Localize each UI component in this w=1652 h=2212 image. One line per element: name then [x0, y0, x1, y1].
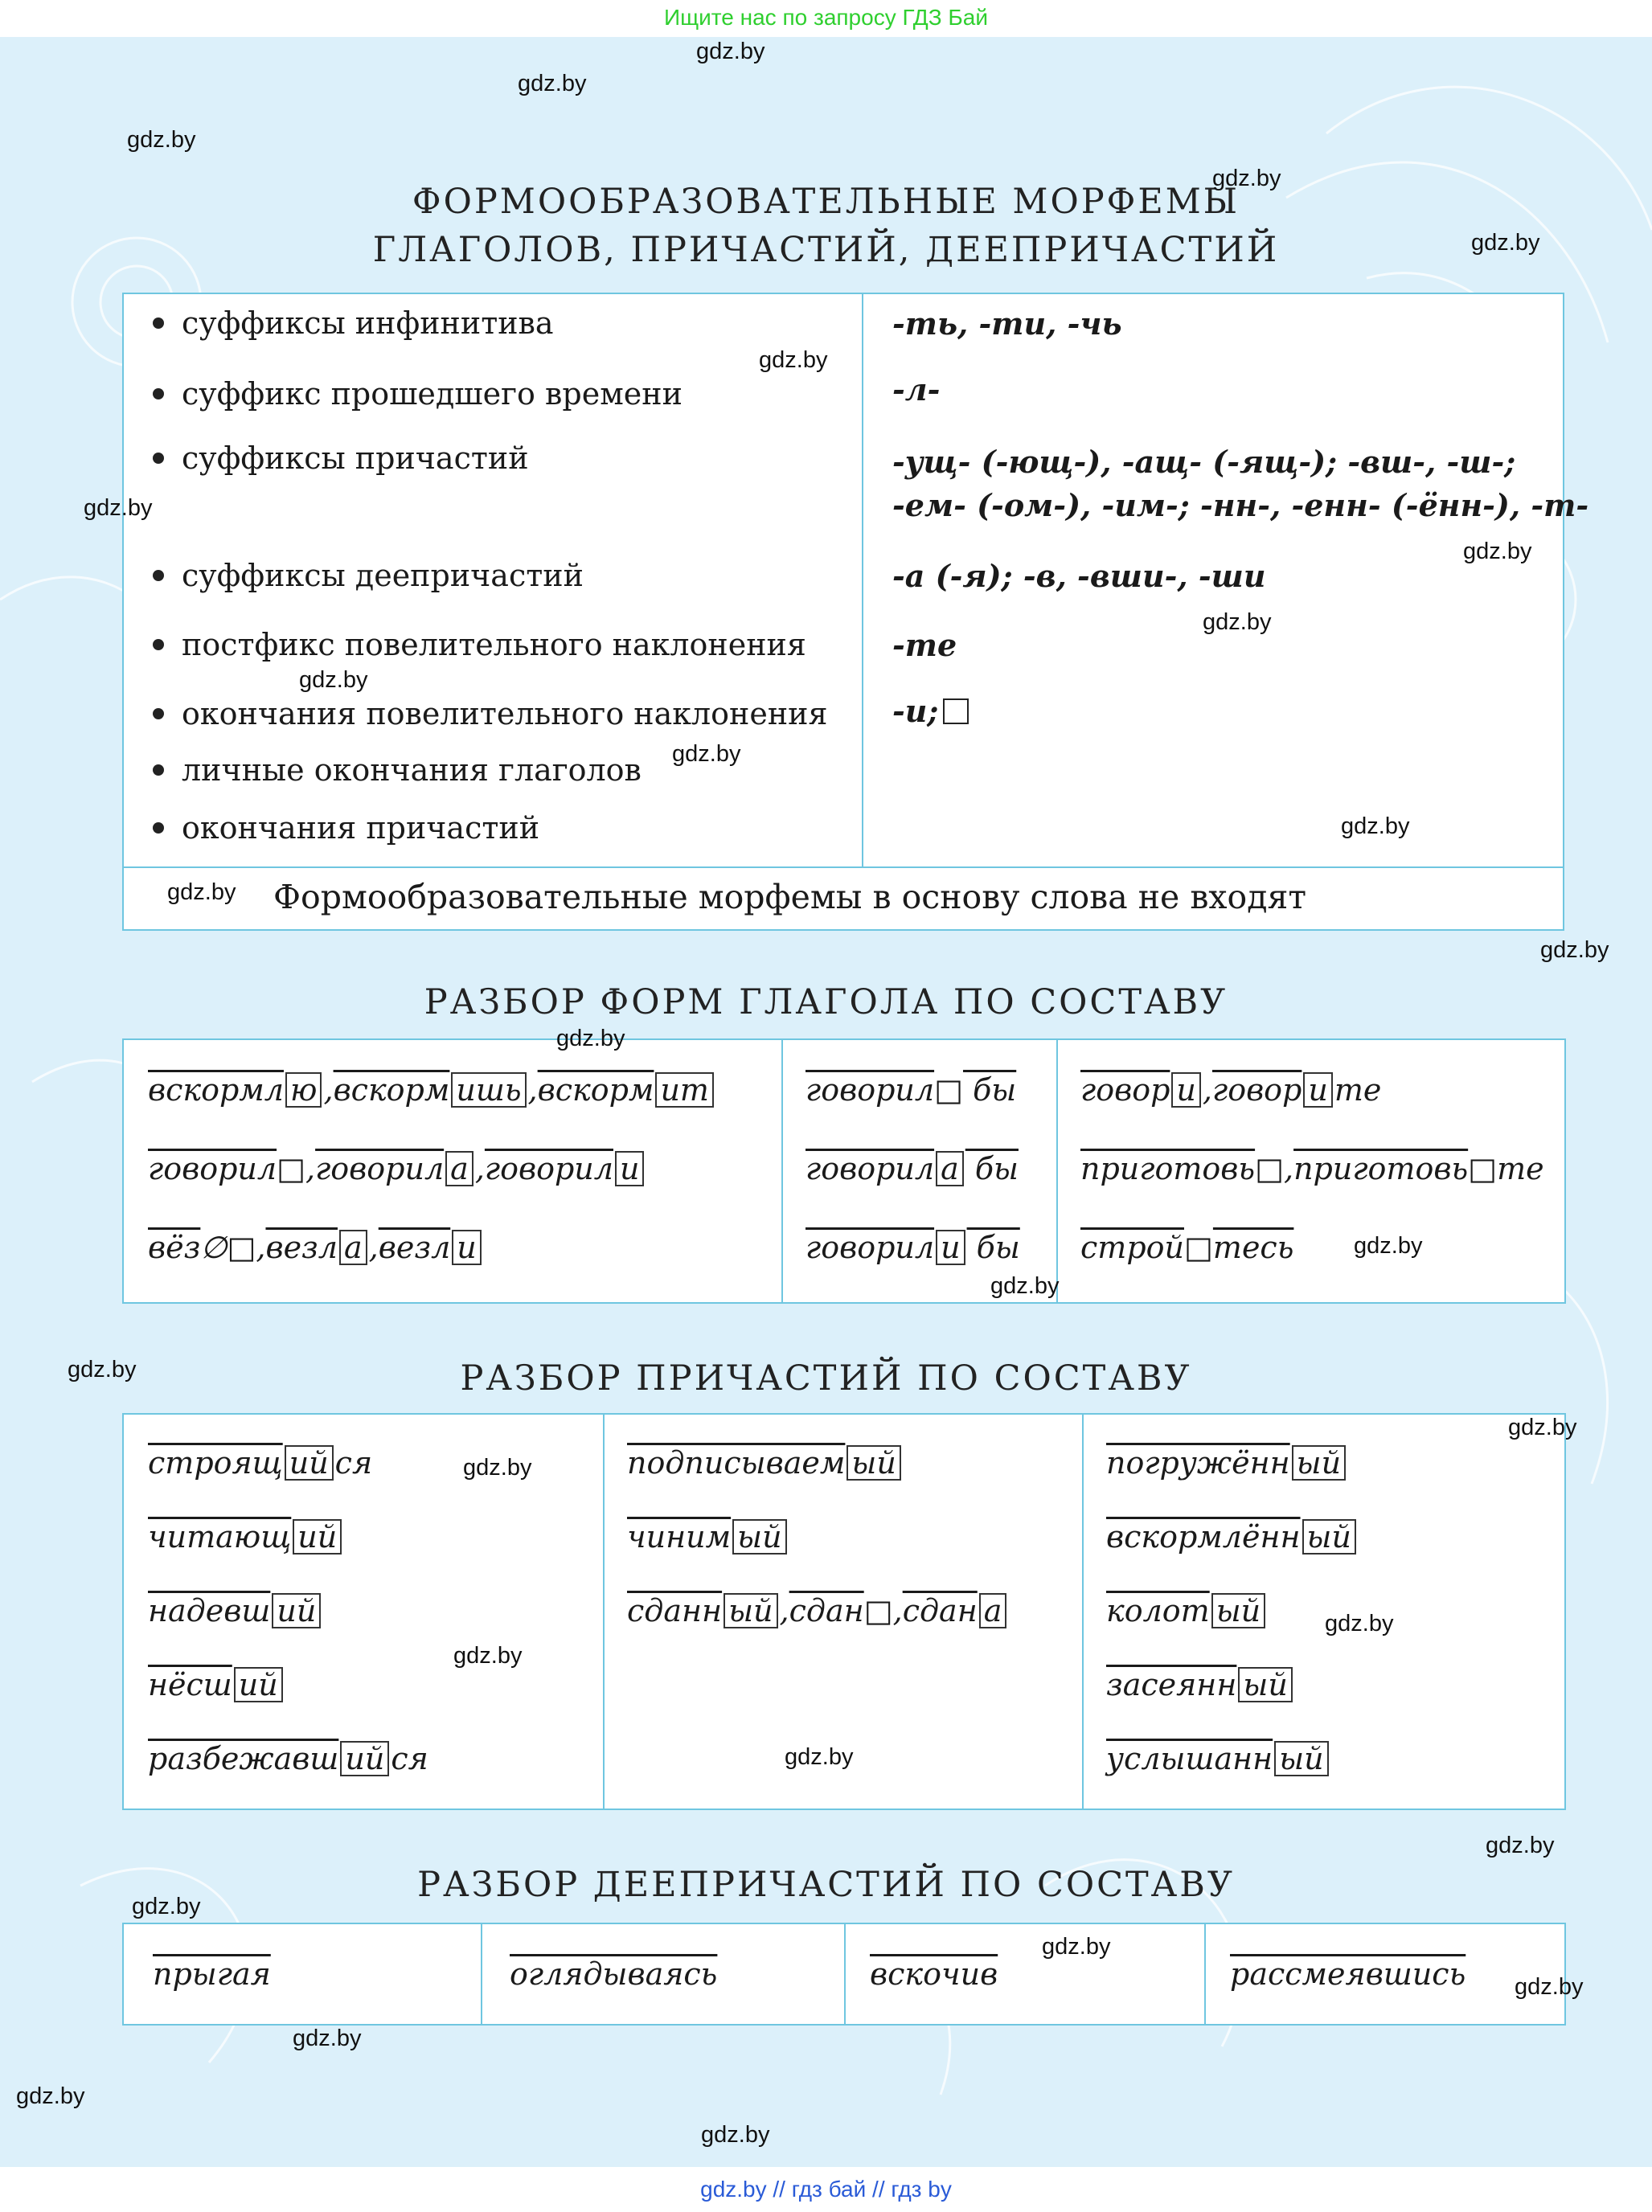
parsed-word-row	[1080, 1072, 1381, 1108]
table-divider	[862, 294, 863, 868]
watermark-text: gdz.by	[84, 495, 153, 521]
row-label: окончания причастий	[153, 810, 539, 846]
ending-morpheme: ий	[234, 1667, 283, 1702]
morpheme: □	[1184, 1230, 1213, 1265]
gerunds-table	[122, 1923, 1566, 2026]
parsed-word-row	[148, 1593, 322, 1628]
morpheme: те	[1334, 1072, 1382, 1108]
morpheme: те	[1497, 1151, 1544, 1186]
row-value: -ть, -ти, -чь	[892, 305, 1122, 342]
morpheme: ,	[779, 1593, 789, 1628]
morpheme: □	[934, 1072, 963, 1108]
parsed-word-row	[806, 1230, 1020, 1265]
morpheme: □	[277, 1151, 305, 1186]
parsed-word-row	[1080, 1230, 1293, 1265]
morpheme: говорил	[806, 1151, 935, 1186]
parsed-word-row	[806, 1151, 1019, 1186]
morpheme: надевш	[148, 1593, 271, 1628]
parsed-word-row	[148, 1741, 428, 1776]
watermark-text: gdz.by	[759, 347, 828, 373]
row-value: -л-	[892, 371, 941, 408]
ending-morpheme: и	[615, 1151, 644, 1186]
ending-morpheme: ый	[1274, 1741, 1328, 1776]
section4-title: РАЗБОР ДЕЕПРИЧАСТИЙ ПО СОСТАВУ	[417, 1865, 1235, 1905]
morpheme: сдан	[902, 1593, 978, 1628]
table-divider	[781, 1040, 783, 1302]
row-label: суффиксы деепричастий	[153, 558, 584, 593]
watermark-text: gdz.by	[127, 127, 196, 153]
watermark-text: gdz.by	[1212, 166, 1281, 191]
morpheme: погружённ	[1106, 1445, 1290, 1481]
morpheme: строящ	[148, 1445, 283, 1481]
parsed-word-row	[627, 1593, 1008, 1628]
parsed-word-row	[148, 1230, 483, 1265]
morpheme: ,	[1202, 1072, 1212, 1108]
ending-morpheme: и	[1303, 1072, 1332, 1108]
ending-morpheme: ый	[1211, 1593, 1265, 1628]
morpheme: ,	[892, 1593, 903, 1628]
ending-morpheme: ый	[724, 1593, 777, 1628]
watermark-text: gdz.by	[1325, 1611, 1394, 1636]
ending-morpheme: ый	[1238, 1667, 1292, 1702]
parsed-word-row	[148, 1667, 285, 1702]
watermark-text: gdz.by	[463, 1455, 532, 1481]
verb-forms-table	[122, 1038, 1566, 1304]
morpheme: разбежавш	[148, 1741, 339, 1776]
watermark-text: gdz.by	[68, 1357, 137, 1382]
table-divider	[481, 1924, 482, 2024]
morpheme: бы	[965, 1151, 1019, 1186]
bullet-icon	[153, 822, 164, 834]
morpheme: бы	[962, 1072, 1017, 1108]
table-divider	[124, 866, 1563, 868]
parsed-word-row	[148, 1445, 372, 1481]
gerund-word: прыгая	[153, 1956, 271, 1992]
promo-bar	[0, 0, 1652, 37]
watermark-text: gdz.by	[701, 2122, 770, 2148]
morpheme: колот	[1106, 1593, 1210, 1628]
morpheme: □	[863, 1593, 893, 1628]
watermark-text: gdz.by	[1515, 1974, 1584, 2000]
ending-morpheme: а	[445, 1151, 473, 1186]
morpheme: □	[1255, 1151, 1284, 1186]
row-label: окончания повелительного наклонения	[153, 696, 827, 731]
morpheme: сдан	[789, 1593, 864, 1628]
bullet-icon	[153, 639, 164, 650]
morpheme: сданн	[627, 1593, 723, 1628]
gerund-word: вскочив	[870, 1956, 998, 1992]
watermark-text: gdz.by	[518, 71, 587, 96]
row-value: -а (-я); -в, -вши-, -ши	[892, 558, 1266, 594]
watermark-text: gdz.by	[1540, 937, 1609, 963]
morpheme: услышанн	[1106, 1741, 1273, 1776]
table-divider	[603, 1415, 605, 1809]
watermark-text: gdz.by	[1341, 813, 1410, 839]
row-label: суффиксы причастий	[153, 440, 529, 476]
watermark-text: gdz.by	[696, 39, 765, 64]
row-value: -те	[892, 627, 957, 663]
morpheme: вскормлённ	[1106, 1519, 1301, 1555]
section1-title-line2: ГЛАГОЛОВ, ПРИЧАСТИЙ, ДЕЕПРИЧАСТИЙ	[372, 230, 1280, 270]
morpheme: ,	[474, 1151, 485, 1186]
watermark-text: gdz.by	[1354, 1233, 1423, 1259]
table-divider	[844, 1924, 846, 2024]
parsed-word-row	[1106, 1741, 1330, 1776]
watermark-text: gdz.by	[990, 1273, 1060, 1299]
morpheme: строй	[1080, 1230, 1184, 1265]
morpheme: говор	[1080, 1072, 1170, 1108]
bullet-icon	[153, 708, 164, 719]
morpheme: везл	[378, 1230, 451, 1265]
row-value: -и;	[892, 693, 969, 729]
morpheme: приготовь	[1293, 1151, 1469, 1186]
morpheme: ,	[527, 1072, 538, 1108]
ending-morpheme: а	[936, 1151, 964, 1186]
ending-morpheme: ю	[285, 1072, 322, 1108]
parsed-word-row	[1080, 1151, 1544, 1186]
note-text: Формообразовательные морфемы в основу слова не входят	[273, 878, 1307, 916]
morpheme: говорил	[484, 1151, 613, 1186]
row-label: суффикс прошедшего времени	[153, 376, 683, 412]
ending-morpheme: а	[979, 1593, 1007, 1628]
morpheme: засеянн	[1106, 1667, 1237, 1702]
morpheme: ,	[256, 1230, 266, 1265]
table-divider	[1082, 1415, 1084, 1809]
ending-morpheme: и	[452, 1230, 481, 1265]
ending-morpheme: ит	[655, 1072, 714, 1108]
textbook-page	[0, 37, 1652, 2167]
bullet-icon	[153, 317, 164, 329]
bullet-icon	[153, 764, 164, 776]
watermark-text: gdz.by	[16, 2083, 85, 2109]
ending-morpheme: ий	[272, 1593, 321, 1628]
ending-morpheme: ый	[1302, 1519, 1356, 1555]
watermark-text: gdz.by	[785, 1744, 854, 1770]
morpheme: говорил	[148, 1151, 277, 1186]
morpheme: вскорм	[333, 1072, 450, 1108]
parsed-word-row	[806, 1072, 1016, 1108]
parsed-word-row	[627, 1445, 903, 1481]
morpheme: □	[227, 1230, 256, 1265]
morpheme: подписываем	[627, 1445, 846, 1481]
parsed-word-row	[148, 1072, 715, 1108]
footer-links[interactable]: gdz.by // гдз бай // гдз by	[700, 2177, 952, 2202]
watermark-text: gdz.by	[1463, 539, 1532, 564]
morpheme: вскормл	[148, 1072, 284, 1108]
section2-title: РАЗБОР ФОРМ ГЛАГОЛА ПО СОСТАВУ	[424, 982, 1228, 1022]
watermark-text: gdz.by	[132, 1894, 201, 1919]
watermark-text: gdz.by	[556, 1026, 625, 1051]
section3-title: РАЗБОР ПРИЧАСТИЙ ПО СОСТАВУ	[460, 1358, 1192, 1399]
morpheme: вскорм	[537, 1072, 654, 1108]
zero-ending-square-icon	[943, 698, 969, 724]
watermark-text: gdz.by	[453, 1643, 523, 1669]
ending-morpheme: ий	[285, 1445, 334, 1481]
ending-morpheme: а	[339, 1230, 367, 1265]
ending-morpheme: ый	[732, 1519, 786, 1555]
bullet-icon	[153, 388, 164, 399]
morpheme: нёсш	[148, 1667, 232, 1702]
morpheme: приготовь	[1080, 1151, 1256, 1186]
parsed-word-row	[627, 1519, 789, 1555]
row-value: -ущ- (-ющ-), -ащ- (-ящ-); -вш-, -ш-;	[892, 444, 1516, 480]
promo-text[interactable]: Ищите нас по запросу ГДЗ Бай	[663, 5, 989, 30]
row-label: личные окончания глаголов	[153, 752, 642, 788]
ending-morpheme: ый	[1292, 1445, 1346, 1481]
morpheme: ся	[334, 1445, 373, 1481]
ending-morpheme: ий	[293, 1519, 342, 1555]
morpheme: вёз	[148, 1230, 201, 1265]
watermark-text: gdz.by	[167, 879, 236, 905]
morpheme: тесь	[1212, 1230, 1294, 1265]
morpheme: говорил	[315, 1151, 445, 1186]
gerund-word: оглядываясь	[510, 1956, 718, 1992]
row-label: постфикс повелительного наклонения	[153, 627, 806, 662]
footer-bar	[0, 2167, 1652, 2212]
watermark-text: gdz.by	[293, 2026, 362, 2051]
parsed-word-row	[1106, 1667, 1294, 1702]
morpheme: ,	[305, 1151, 316, 1186]
gerund-word: рассмеявшись	[1230, 1956, 1466, 1992]
table-divider	[1204, 1924, 1206, 2024]
watermark-text: gdz.by	[672, 741, 741, 767]
morpheme: говорил	[806, 1230, 935, 1265]
watermark-text: gdz.by	[299, 667, 368, 693]
section1-title-line1: ФОРМООБРАЗОВАТЕЛЬНЫЕ МОРФЕМЫ	[412, 182, 1240, 222]
watermark-text: gdz.by	[1508, 1415, 1577, 1440]
watermark-text: gdz.by	[1471, 230, 1540, 256]
ending-morpheme: ишь	[451, 1072, 526, 1108]
parsed-word-row	[148, 1151, 646, 1186]
table-divider	[1056, 1040, 1058, 1302]
morpheme: □	[1468, 1151, 1498, 1186]
row-value: -ем- (-ом-), -им-; -нн-, -енн- (-ённ-), -т-	[892, 487, 1589, 523]
watermark-text: gdz.by	[1203, 609, 1272, 635]
parsed-word-row	[1106, 1519, 1358, 1555]
bullet-icon	[153, 570, 164, 581]
morpheme: читающ	[148, 1519, 292, 1555]
morpheme: бы	[966, 1230, 1020, 1265]
parsed-word-row	[148, 1519, 343, 1555]
ending-morpheme: и	[1171, 1072, 1200, 1108]
morpheme: говорил	[806, 1072, 935, 1108]
morpheme: ,	[368, 1230, 379, 1265]
parsed-word-row	[1106, 1445, 1347, 1481]
morpheme: ,	[1283, 1151, 1294, 1186]
morpheme: везл	[265, 1230, 338, 1265]
row-label: суффиксы инфинитива	[153, 305, 554, 341]
ending-morpheme: и	[936, 1230, 965, 1265]
bullet-icon	[153, 453, 164, 464]
ending-morpheme: ий	[340, 1741, 389, 1776]
watermark-text: gdz.by	[1486, 1833, 1555, 1858]
ending-morpheme: ый	[846, 1445, 900, 1481]
morpheme: чиним	[627, 1519, 732, 1555]
parsed-word-row	[1106, 1593, 1267, 1628]
morpheme: ся	[391, 1741, 428, 1776]
morpheme: ,	[323, 1072, 334, 1108]
morpheme: ∅	[200, 1230, 228, 1265]
morpheme: говор	[1211, 1072, 1302, 1108]
watermark-text: gdz.by	[1042, 1934, 1111, 1960]
